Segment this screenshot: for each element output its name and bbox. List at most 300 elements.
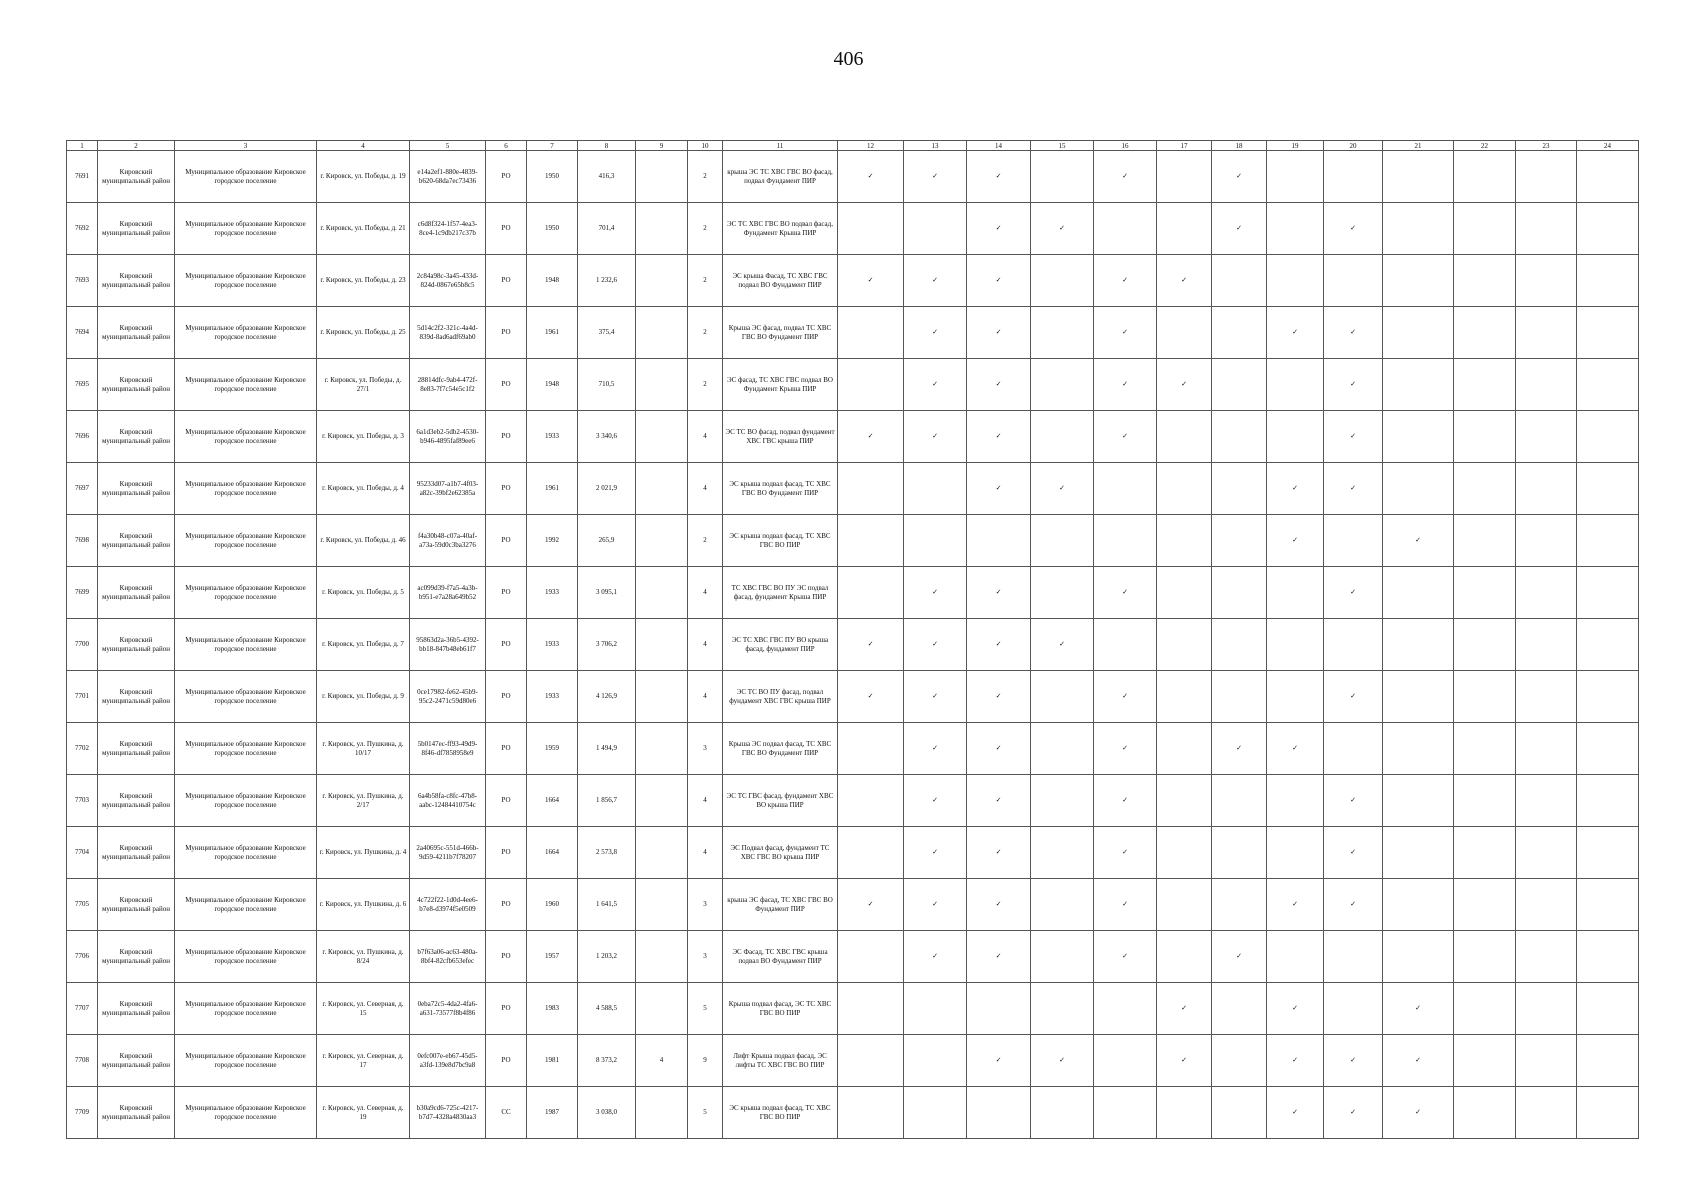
check-cell-col-18 bbox=[1212, 983, 1267, 1035]
check-cell-col-23 bbox=[1516, 1035, 1577, 1087]
check-cell-col-14 bbox=[967, 463, 1031, 515]
checkmark-icon: ✓ bbox=[867, 692, 874, 700]
table-row bbox=[67, 255, 1639, 307]
checkmark-icon: ✓ bbox=[932, 588, 938, 596]
check-cell-col-13 bbox=[904, 723, 967, 775]
checkmark-icon: ✓ bbox=[995, 224, 1002, 232]
table-row bbox=[67, 619, 1639, 671]
check-cell-col-18 bbox=[1212, 775, 1267, 827]
column-number-10: 10 bbox=[688, 141, 723, 151]
column-number-9: 9 bbox=[636, 141, 688, 151]
municipality-cell: Муниципальное образование Кировское городское поселение bbox=[175, 411, 317, 463]
table-body bbox=[67, 151, 1639, 1139]
check-cell-col-19 bbox=[1267, 411, 1324, 463]
guid-cell: 5b0147ec-ff93-49d9-8f46-df7858958e9 bbox=[410, 723, 486, 775]
check-cell-col-18 bbox=[1212, 1035, 1267, 1087]
type-cell: РО bbox=[486, 723, 527, 775]
check-cell-col-24 bbox=[1577, 255, 1639, 307]
column-number-11: 11 bbox=[723, 141, 838, 151]
check-cell-col-21 bbox=[1383, 307, 1454, 359]
check-cell-col-15 bbox=[1031, 775, 1094, 827]
checkmark-icon: ✓ bbox=[932, 848, 938, 856]
check-cell-col-15 bbox=[1031, 827, 1094, 879]
check-cell-col-19 bbox=[1267, 255, 1324, 307]
address-cell: г. Кировск, ул. Победы, д. 27/1 bbox=[317, 359, 410, 411]
table-row bbox=[67, 359, 1639, 411]
municipality-cell: Муниципальное образование Кировское городское поселение bbox=[175, 619, 317, 671]
municipality-cell: Муниципальное образование Кировское городское поселение bbox=[175, 879, 317, 931]
check-cell-col-13 bbox=[904, 1087, 967, 1139]
check-cell-col-18 bbox=[1212, 463, 1267, 515]
municipality-cell: Муниципальное образование Кировское городское поселение bbox=[175, 307, 317, 359]
check-cell-col-12 bbox=[838, 411, 904, 463]
column-number-20: 20 bbox=[1324, 141, 1383, 151]
check-cell-col-22 bbox=[1454, 515, 1516, 567]
district-cell: Кировский муниципальный район bbox=[98, 931, 175, 983]
check-cell-col-24 bbox=[1577, 775, 1639, 827]
checkmark-icon: ✓ bbox=[1350, 900, 1356, 908]
check-cell-col-22 bbox=[1454, 255, 1516, 307]
check-cell-col-13 bbox=[904, 515, 967, 567]
year-cell: 1983 bbox=[527, 983, 578, 1035]
row-number: 7699 bbox=[67, 567, 98, 619]
area-cell: 8 373,2 bbox=[578, 1035, 636, 1087]
year-cell: 1959 bbox=[527, 723, 578, 775]
check-cell-col-22 bbox=[1454, 931, 1516, 983]
works-cell: ЭС ТС ГВС фасад, фундамент ХВС ВО крыша ПИР bbox=[723, 775, 838, 827]
check-cell-col-19 bbox=[1267, 723, 1324, 775]
district-cell: Кировский муниципальный район bbox=[98, 827, 175, 879]
col10-cell: 4 bbox=[688, 567, 723, 619]
column-number-23: 23 bbox=[1516, 141, 1577, 151]
district-cell: Кировский муниципальный район bbox=[98, 723, 175, 775]
checkmark-icon: ✓ bbox=[1350, 1056, 1356, 1064]
checkmark-icon: ✓ bbox=[932, 952, 938, 960]
check-cell-col-12 bbox=[838, 723, 904, 775]
column-number-3: 3 bbox=[175, 141, 317, 151]
checkmark-icon: ✓ bbox=[1292, 484, 1298, 492]
address-cell: г. Кировск, ул. Победы, д. 7 bbox=[317, 619, 410, 671]
works-cell: ЭС ТС ХВС ГВС ПУ ВО крыша фасад, фундамент ПИР bbox=[723, 619, 838, 671]
col9-cell bbox=[636, 983, 688, 1035]
column-number-row bbox=[67, 141, 1639, 151]
check-cell-col-13 bbox=[904, 879, 967, 931]
column-number-13: 13 bbox=[904, 141, 967, 151]
year-cell: 1933 bbox=[527, 671, 578, 723]
col9-cell bbox=[636, 203, 688, 255]
column-number-19: 19 bbox=[1267, 141, 1324, 151]
col9-cell bbox=[636, 723, 688, 775]
checkmark-icon: ✓ bbox=[867, 640, 874, 648]
table-row bbox=[67, 879, 1639, 931]
check-cell-col-14 bbox=[967, 411, 1031, 463]
check-cell-col-23 bbox=[1516, 931, 1577, 983]
column-number-1: 1 bbox=[67, 141, 98, 151]
col9-cell bbox=[636, 515, 688, 567]
check-cell-col-20 bbox=[1324, 515, 1383, 567]
guid-cell: 6a4b58fa-c8fc-47b8-aabc-12484410754c bbox=[410, 775, 486, 827]
checkmark-icon: ✓ bbox=[1350, 432, 1356, 440]
check-cell-col-18 bbox=[1212, 931, 1267, 983]
check-cell-col-21 bbox=[1383, 931, 1454, 983]
check-cell-col-20 bbox=[1324, 307, 1383, 359]
check-cell-col-21 bbox=[1383, 463, 1454, 515]
col10-cell: 4 bbox=[688, 827, 723, 879]
check-cell-col-12 bbox=[838, 775, 904, 827]
check-cell-col-15 bbox=[1031, 619, 1094, 671]
checkmark-icon: ✓ bbox=[995, 380, 1002, 388]
check-cell-col-19 bbox=[1267, 307, 1324, 359]
checkmark-icon: ✓ bbox=[1292, 1004, 1298, 1012]
address-cell: г. Кировск, ул. Победы, д. 25 bbox=[317, 307, 410, 359]
check-cell-col-21 bbox=[1383, 255, 1454, 307]
column-number-18: 18 bbox=[1212, 141, 1267, 151]
checkmark-icon: ✓ bbox=[1236, 952, 1242, 960]
municipality-cell: Муниципальное образование Кировское городское поселение bbox=[175, 931, 317, 983]
guid-cell: ac099d39-f7a5-4a3b-b951-e7a28a649b52 bbox=[410, 567, 486, 619]
check-cell-col-18 bbox=[1212, 879, 1267, 931]
works-cell: крыша ЭС ТС ХВС ГВС ВО фасад, подвал Фундамент ПИР bbox=[723, 151, 838, 203]
year-cell: 1981 bbox=[527, 1035, 578, 1087]
row-number: 7700 bbox=[67, 619, 98, 671]
type-cell: РО bbox=[486, 567, 527, 619]
check-cell-col-16 bbox=[1094, 671, 1157, 723]
check-cell-col-17 bbox=[1157, 775, 1212, 827]
guid-cell: 4c722f22-1d0d-4ee6-b7e8-d3974f5e0509 bbox=[410, 879, 486, 931]
col9-cell bbox=[636, 619, 688, 671]
check-cell-col-13 bbox=[904, 827, 967, 879]
address-cell: г. Кировск, ул. Пушкина, д. 4 bbox=[317, 827, 410, 879]
check-cell-col-12 bbox=[838, 983, 904, 1035]
type-cell: РО bbox=[486, 359, 527, 411]
check-cell-col-21 bbox=[1383, 515, 1454, 567]
works-cell: ЭС крыша подвал фасад, ТС ХВС ГВС ВО Фундамент ПИР bbox=[723, 463, 838, 515]
check-cell-col-24 bbox=[1577, 359, 1639, 411]
checkmark-icon: ✓ bbox=[1350, 328, 1356, 336]
works-cell: Лифт Крыша подвал фасад, ЭС лифты ТС ХВС ГВС ВО ПИР bbox=[723, 1035, 838, 1087]
guid-cell: b7f63a06-ac63-480a-8bf4-82cfb653efec bbox=[410, 931, 486, 983]
check-cell-col-17 bbox=[1157, 463, 1212, 515]
col9-cell bbox=[636, 151, 688, 203]
works-cell: Крыша подвал фасад, ЭС ТС ХВС ГВС ВО ПИР bbox=[723, 983, 838, 1035]
check-cell-col-13 bbox=[904, 931, 967, 983]
check-cell-col-13 bbox=[904, 775, 967, 827]
year-cell: 1933 bbox=[527, 411, 578, 463]
year-cell: 1957 bbox=[527, 931, 578, 983]
type-cell: РО bbox=[486, 203, 527, 255]
check-cell-col-22 bbox=[1454, 463, 1516, 515]
checkmark-icon: ✓ bbox=[932, 172, 938, 180]
address-cell: г. Кировск, ул. Победы, д. 4 bbox=[317, 463, 410, 515]
check-cell-col-21 bbox=[1383, 983, 1454, 1035]
checkmark-icon: ✓ bbox=[1415, 1004, 1421, 1012]
municipality-cell: Муниципальное образование Кировское городское поселение bbox=[175, 983, 317, 1035]
checkmark-icon: ✓ bbox=[1122, 380, 1128, 388]
type-cell: РО bbox=[486, 307, 527, 359]
check-cell-col-15 bbox=[1031, 983, 1094, 1035]
check-cell-col-23 bbox=[1516, 151, 1577, 203]
year-cell: 1948 bbox=[527, 255, 578, 307]
check-cell-col-15 bbox=[1031, 1087, 1094, 1139]
checkmark-icon: ✓ bbox=[1059, 484, 1065, 492]
check-cell-col-22 bbox=[1454, 411, 1516, 463]
check-cell-col-16 bbox=[1094, 463, 1157, 515]
checkmark-icon: ✓ bbox=[995, 848, 1002, 856]
check-cell-col-23 bbox=[1516, 827, 1577, 879]
check-cell-col-16 bbox=[1094, 411, 1157, 463]
check-cell-col-20 bbox=[1324, 619, 1383, 671]
check-cell-col-12 bbox=[838, 307, 904, 359]
check-cell-col-19 bbox=[1267, 827, 1324, 879]
row-number: 7697 bbox=[67, 463, 98, 515]
col10-cell: 2 bbox=[688, 151, 723, 203]
checkmark-icon: ✓ bbox=[1122, 900, 1128, 908]
check-cell-col-23 bbox=[1516, 671, 1577, 723]
address-cell: г. Кировск, ул. Пушкина, д. 8/24 bbox=[317, 931, 410, 983]
check-cell-col-16 bbox=[1094, 515, 1157, 567]
checkmark-icon: ✓ bbox=[1292, 744, 1298, 752]
check-cell-col-15 bbox=[1031, 1035, 1094, 1087]
check-cell-col-18 bbox=[1212, 151, 1267, 203]
check-cell-col-18 bbox=[1212, 255, 1267, 307]
row-number: 7696 bbox=[67, 411, 98, 463]
district-cell: Кировский муниципальный район bbox=[98, 359, 175, 411]
checkmark-icon: ✓ bbox=[1181, 276, 1187, 284]
check-cell-col-23 bbox=[1516, 1087, 1577, 1139]
guid-cell: 0efc007e-eb67-45d5-a3fd-139e8d7bc9a8 bbox=[410, 1035, 486, 1087]
col10-cell: 3 bbox=[688, 931, 723, 983]
year-cell: 1992 bbox=[527, 515, 578, 567]
guid-cell: f4a30b48-c07a-40af-a73a-59d0c3ba3276 bbox=[410, 515, 486, 567]
district-cell: Кировский муниципальный район bbox=[98, 255, 175, 307]
table-row bbox=[67, 983, 1639, 1035]
check-cell-col-18 bbox=[1212, 619, 1267, 671]
checkmark-icon: ✓ bbox=[1122, 588, 1128, 596]
check-cell-col-23 bbox=[1516, 203, 1577, 255]
check-cell-col-22 bbox=[1454, 983, 1516, 1035]
guid-cell: e14a2ef1-880e-4839-b620-68da7ec73436 bbox=[410, 151, 486, 203]
municipality-cell: Муниципальное образование Кировское городское поселение bbox=[175, 463, 317, 515]
district-cell: Кировский муниципальный район bbox=[98, 1035, 175, 1087]
row-number: 7695 bbox=[67, 359, 98, 411]
type-cell: РО bbox=[486, 515, 527, 567]
check-cell-col-12 bbox=[838, 151, 904, 203]
type-cell: РО bbox=[486, 671, 527, 723]
checkmark-icon: ✓ bbox=[1350, 692, 1356, 700]
check-cell-col-20 bbox=[1324, 567, 1383, 619]
checkmark-icon: ✓ bbox=[867, 172, 874, 180]
district-cell: Кировский муниципальный район bbox=[98, 411, 175, 463]
district-cell: Кировский муниципальный район bbox=[98, 619, 175, 671]
check-cell-col-17 bbox=[1157, 879, 1212, 931]
check-cell-col-18 bbox=[1212, 203, 1267, 255]
checkmark-icon: ✓ bbox=[1181, 1004, 1187, 1012]
column-number-2: 2 bbox=[98, 141, 175, 151]
check-cell-col-23 bbox=[1516, 359, 1577, 411]
check-cell-col-15 bbox=[1031, 567, 1094, 619]
check-cell-col-15 bbox=[1031, 151, 1094, 203]
area-cell: 2 021,9 bbox=[578, 463, 636, 515]
municipality-cell: Муниципальное образование Кировское городское поселение bbox=[175, 151, 317, 203]
checkmark-icon: ✓ bbox=[932, 900, 938, 908]
check-cell-col-18 bbox=[1212, 671, 1267, 723]
row-number: 7691 bbox=[67, 151, 98, 203]
check-cell-col-22 bbox=[1454, 879, 1516, 931]
checkmark-icon: ✓ bbox=[1292, 536, 1298, 544]
check-cell-col-12 bbox=[838, 463, 904, 515]
check-cell-col-24 bbox=[1577, 671, 1639, 723]
type-cell: СС bbox=[486, 1087, 527, 1139]
district-cell: Кировский муниципальный район bbox=[98, 463, 175, 515]
check-cell-col-12 bbox=[838, 1035, 904, 1087]
works-cell: ТС ХВС ГВС ВО ПУ ЭС подвал фасад, фундамент Крыша ПИР bbox=[723, 567, 838, 619]
check-cell-col-15 bbox=[1031, 723, 1094, 775]
checkmark-icon: ✓ bbox=[1059, 1056, 1065, 1064]
check-cell-col-19 bbox=[1267, 1087, 1324, 1139]
check-cell-col-13 bbox=[904, 463, 967, 515]
works-cell: ЭС крыша подвал фасад, ТС ХВС ГВС ВО ПИР bbox=[723, 515, 838, 567]
table-row bbox=[67, 567, 1639, 619]
check-cell-col-19 bbox=[1267, 151, 1324, 203]
guid-cell: 2a40695c-551d-466b-9d59-4211b7f78207 bbox=[410, 827, 486, 879]
check-cell-col-20 bbox=[1324, 827, 1383, 879]
address-cell: г. Кировск, ул. Пушкина, д. 2/17 bbox=[317, 775, 410, 827]
col10-cell: 3 bbox=[688, 879, 723, 931]
row-number: 7701 bbox=[67, 671, 98, 723]
col10-cell: 4 bbox=[688, 463, 723, 515]
check-cell-col-16 bbox=[1094, 1087, 1157, 1139]
check-cell-col-20 bbox=[1324, 151, 1383, 203]
checkmark-icon: ✓ bbox=[995, 588, 1002, 596]
check-cell-col-17 bbox=[1157, 983, 1212, 1035]
check-cell-col-13 bbox=[904, 307, 967, 359]
check-cell-col-20 bbox=[1324, 723, 1383, 775]
check-cell-col-17 bbox=[1157, 359, 1212, 411]
col9-cell bbox=[636, 567, 688, 619]
type-cell: РО bbox=[486, 879, 527, 931]
type-cell: РО bbox=[486, 1035, 527, 1087]
check-cell-col-21 bbox=[1383, 827, 1454, 879]
checkmark-icon: ✓ bbox=[995, 952, 1002, 960]
check-cell-col-17 bbox=[1157, 1035, 1212, 1087]
check-cell-col-13 bbox=[904, 203, 967, 255]
check-cell-col-16 bbox=[1094, 983, 1157, 1035]
check-cell-col-18 bbox=[1212, 827, 1267, 879]
table-row bbox=[67, 515, 1639, 567]
check-cell-col-21 bbox=[1383, 723, 1454, 775]
check-cell-col-21 bbox=[1383, 879, 1454, 931]
checkmark-icon: ✓ bbox=[1236, 224, 1242, 232]
col10-cell: 5 bbox=[688, 983, 723, 1035]
check-cell-col-13 bbox=[904, 151, 967, 203]
checkmark-icon: ✓ bbox=[1122, 432, 1128, 440]
checkmark-icon: ✓ bbox=[1350, 380, 1356, 388]
check-cell-col-21 bbox=[1383, 359, 1454, 411]
row-number: 7698 bbox=[67, 515, 98, 567]
municipality-cell: Муниципальное образование Кировское городское поселение bbox=[175, 515, 317, 567]
area-cell: 1 232,6 bbox=[578, 255, 636, 307]
check-cell-col-12 bbox=[838, 879, 904, 931]
address-cell: г. Кировск, ул. Пушкина, д. 10/17 bbox=[317, 723, 410, 775]
check-cell-col-23 bbox=[1516, 567, 1577, 619]
area-cell: 375,4 bbox=[578, 307, 636, 359]
checkmark-icon: ✓ bbox=[932, 328, 938, 336]
check-cell-col-20 bbox=[1324, 463, 1383, 515]
checkmark-icon: ✓ bbox=[1059, 224, 1065, 232]
year-cell: 1987 bbox=[527, 1087, 578, 1139]
address-cell: г. Кировск, ул. Северная, д. 17 bbox=[317, 1035, 410, 1087]
works-cell: ЭС ТС ХВС ГВС ВО подвал фасад, Фундамент Крыша ПИР bbox=[723, 203, 838, 255]
area-cell: 3 706,2 bbox=[578, 619, 636, 671]
area-cell: 3 038,0 bbox=[578, 1087, 636, 1139]
checkmark-icon: ✓ bbox=[932, 744, 938, 752]
check-cell-col-23 bbox=[1516, 411, 1577, 463]
checkmark-icon: ✓ bbox=[932, 640, 938, 648]
works-cell: ЭС фасад, ТС ХВС ГВС подвал ВО Фундамент Крыша ПИР bbox=[723, 359, 838, 411]
table-row bbox=[67, 775, 1639, 827]
check-cell-col-24 bbox=[1577, 203, 1639, 255]
check-cell-col-15 bbox=[1031, 359, 1094, 411]
check-cell-col-14 bbox=[967, 671, 1031, 723]
row-number: 7706 bbox=[67, 931, 98, 983]
col9-cell bbox=[636, 671, 688, 723]
column-number-16: 16 bbox=[1094, 141, 1157, 151]
row-number: 7704 bbox=[67, 827, 98, 879]
address-cell: г. Кировск, ул. Победы, д. 21 bbox=[317, 203, 410, 255]
check-cell-col-17 bbox=[1157, 411, 1212, 463]
check-cell-col-12 bbox=[838, 1087, 904, 1139]
municipality-cell: Муниципальное образование Кировское городское поселение bbox=[175, 723, 317, 775]
address-cell: г. Кировск, ул. Победы, д. 46 bbox=[317, 515, 410, 567]
checkmark-icon: ✓ bbox=[995, 484, 1002, 492]
check-cell-col-14 bbox=[967, 1035, 1031, 1087]
check-cell-col-18 bbox=[1212, 1087, 1267, 1139]
check-cell-col-14 bbox=[967, 827, 1031, 879]
checkmark-icon: ✓ bbox=[995, 640, 1002, 648]
table-row bbox=[67, 723, 1639, 775]
check-cell-col-16 bbox=[1094, 255, 1157, 307]
column-number-6: 6 bbox=[486, 141, 527, 151]
check-cell-col-14 bbox=[967, 203, 1031, 255]
check-cell-col-12 bbox=[838, 671, 904, 723]
check-cell-col-22 bbox=[1454, 307, 1516, 359]
checkmark-icon: ✓ bbox=[932, 276, 938, 284]
district-cell: Кировский муниципальный район bbox=[98, 203, 175, 255]
check-cell-col-16 bbox=[1094, 203, 1157, 255]
col9-cell bbox=[636, 827, 688, 879]
district-cell: Кировский муниципальный район bbox=[98, 983, 175, 1035]
check-cell-col-20 bbox=[1324, 411, 1383, 463]
works-cell: ЭС ТС ВО фасад, подвал фундамент ХВС ГВС крыша ПИР bbox=[723, 411, 838, 463]
row-number: 7694 bbox=[67, 307, 98, 359]
area-cell: 3 340,6 bbox=[578, 411, 636, 463]
guid-cell: 28814dfc-9ab4-472f-8e83-7f7c54e5c1f2 bbox=[410, 359, 486, 411]
check-cell-col-24 bbox=[1577, 411, 1639, 463]
works-cell: Крыша ЭС фасад, подвал ТС ХВС ГВС ВО Фундамент ПИР bbox=[723, 307, 838, 359]
checkmark-icon: ✓ bbox=[1122, 848, 1128, 856]
check-cell-col-23 bbox=[1516, 255, 1577, 307]
check-cell-col-18 bbox=[1212, 307, 1267, 359]
check-cell-col-12 bbox=[838, 567, 904, 619]
check-cell-col-23 bbox=[1516, 879, 1577, 931]
check-cell-col-21 bbox=[1383, 203, 1454, 255]
check-cell-col-19 bbox=[1267, 203, 1324, 255]
check-cell-col-16 bbox=[1094, 723, 1157, 775]
check-cell-col-18 bbox=[1212, 359, 1267, 411]
checkmark-icon: ✓ bbox=[1350, 848, 1356, 856]
check-cell-col-16 bbox=[1094, 879, 1157, 931]
checkmark-icon: ✓ bbox=[995, 744, 1002, 752]
